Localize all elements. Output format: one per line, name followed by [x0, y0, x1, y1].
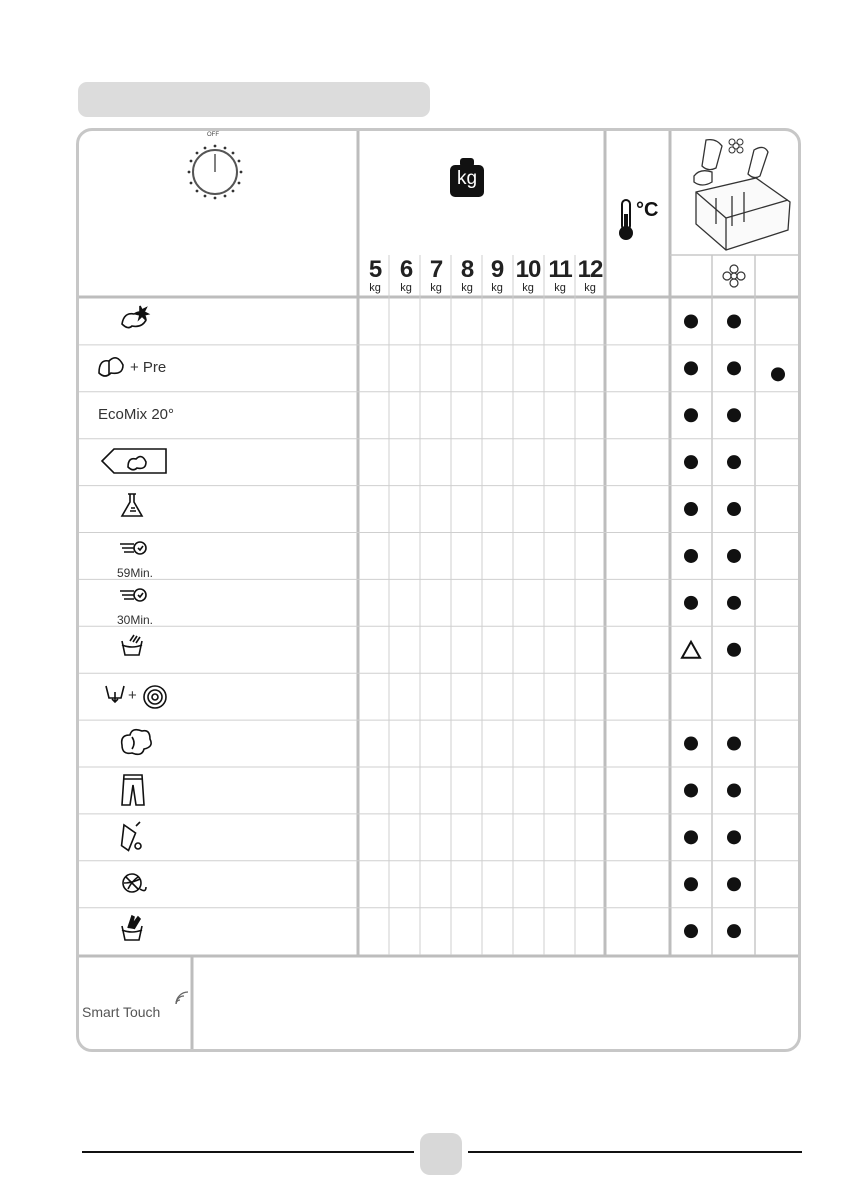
load-unit: kg [584, 282, 596, 294]
load-unit: kg [491, 282, 503, 294]
footer-rule-left [82, 1151, 414, 1153]
detergent-dot-mark [727, 737, 741, 751]
programme-label: + [128, 686, 137, 704]
load-unit: kg [461, 282, 473, 294]
detergent-dot-mark [727, 502, 741, 516]
temperature-unit-label: °C [636, 199, 659, 221]
load-unit: kg [369, 282, 381, 294]
load-unit: kg [554, 282, 566, 294]
programme-label: 59Min. [116, 565, 154, 580]
detergent-dot-mark [771, 367, 785, 381]
detergent-dot-mark [684, 549, 698, 563]
detergent-dot-mark [727, 549, 741, 563]
load-unit: kg [522, 282, 534, 294]
detergent-dot-mark [684, 455, 698, 469]
detergent-dot-mark [684, 361, 698, 375]
detergent-dot-mark [684, 408, 698, 422]
detergent-dot-mark [684, 924, 698, 938]
detergent-dot-mark [684, 830, 698, 844]
load-value: 8 [460, 256, 474, 283]
load-value: 11 [548, 256, 572, 283]
detergent-dot-mark [684, 596, 698, 610]
footer-rule-right [468, 1151, 802, 1153]
detergent-dot-mark [684, 783, 698, 797]
detergent-dot-mark [684, 314, 698, 328]
detergent-dot-mark [684, 502, 698, 516]
load-value: 12 [577, 256, 603, 283]
load-value: 5 [368, 256, 382, 283]
wireless-signal-icon [174, 990, 190, 1006]
detergent-dot-mark [727, 830, 741, 844]
page-number-box [420, 1133, 462, 1175]
weight-unit-label: kg [456, 168, 478, 189]
smart-touch-label: Smart Touch [82, 1004, 161, 1020]
dial-off-label: OFF [207, 132, 219, 138]
detergent-dot-mark [727, 314, 741, 328]
detergent-triangle-mark [682, 642, 700, 658]
detergent-dot-mark [727, 877, 741, 891]
detergent-dot-mark [727, 924, 741, 938]
load-value: 9 [490, 256, 504, 283]
detergent-dot-mark [684, 877, 698, 891]
programme-label: + Pre [130, 359, 167, 377]
detergent-dot-mark [727, 643, 741, 657]
programme-label: EcoMix 20° [97, 406, 175, 424]
detergent-dot-mark [727, 783, 741, 797]
detergent-dot-mark [727, 596, 741, 610]
load-value: 10 [515, 256, 541, 283]
load-unit: kg [400, 282, 412, 294]
load-value: 6 [399, 256, 413, 283]
detergent-dot-mark [727, 455, 741, 469]
load-unit: kg [430, 282, 442, 294]
programme-label: 30Min. [116, 612, 154, 627]
detergent-dot-mark [727, 408, 741, 422]
load-value: 7 [429, 256, 443, 283]
detergent-dot-mark [727, 361, 741, 375]
detergent-dot-mark [684, 737, 698, 751]
